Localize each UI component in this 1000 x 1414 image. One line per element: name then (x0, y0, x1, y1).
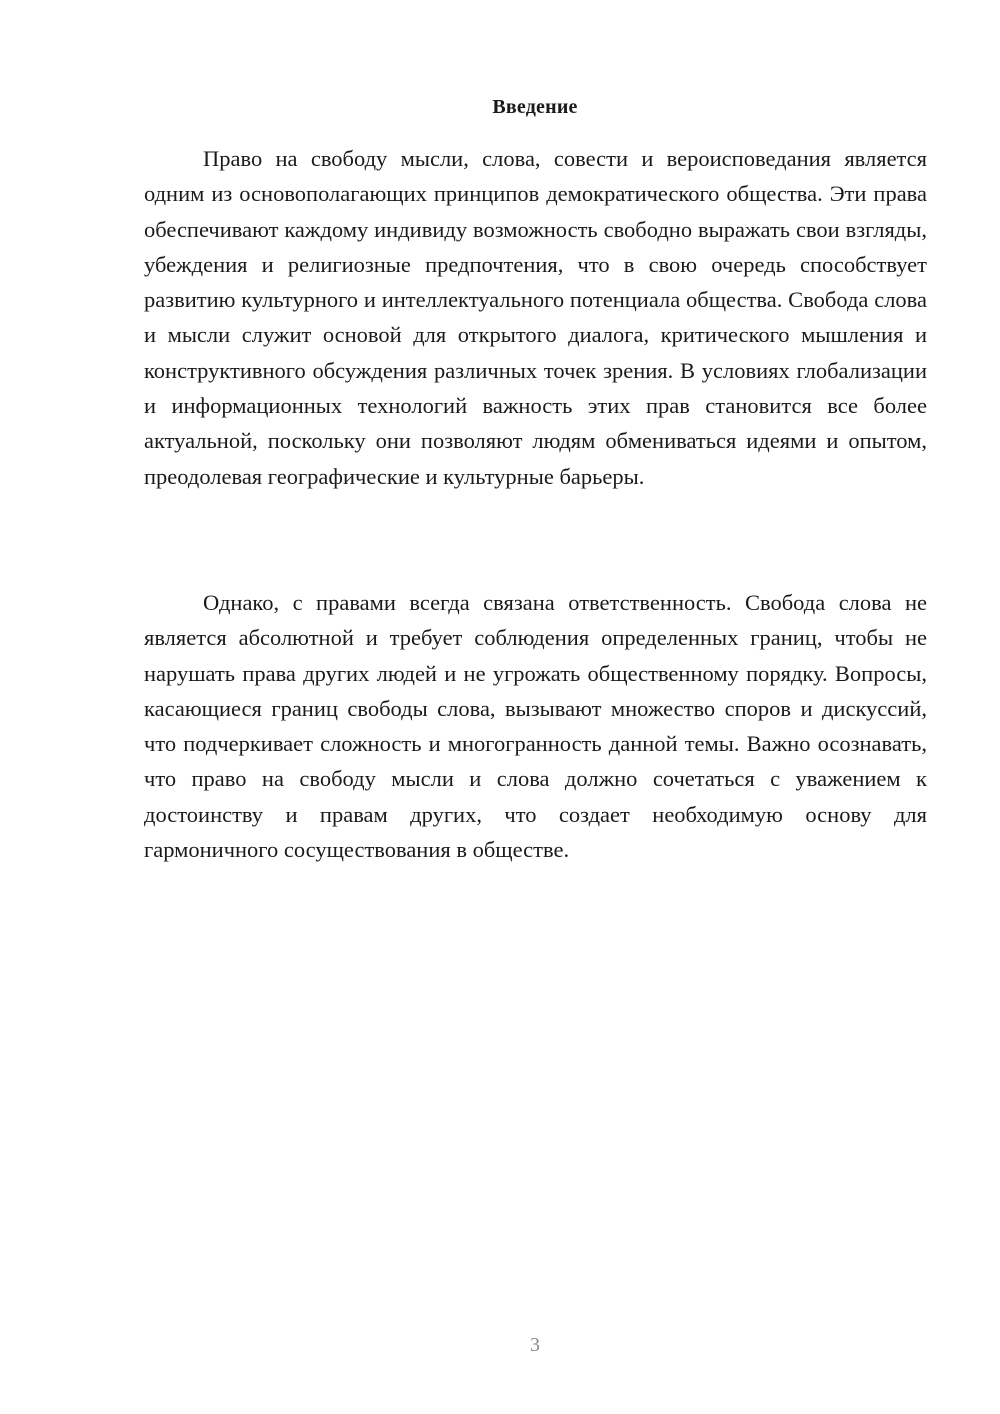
paragraph-1: Право на свободу мысли, слова, совести и вероисповедания является одним из основополагающих принципов демократического общества. Эти права обеспечивают каждому индивиду возможность свободно выражать свои взгляды, убеждения и религиозные предпочтения, что в свою очередь способствует развитию культурного и интеллектуального потенциала общества. Свобода слова и мысли служит основой для открытого диалога, критического мышления и конструктивного обсуждения различных точек зрения. В условиях глобализации и информационных технологий важность этих прав становится все более актуальной, поскольку они позволяют людям обмениваться идеями и опытом, преодолевая географические и культурные барьеры. (144, 146, 927, 489)
paragraph-2: Однако, с правами всегда связана ответственность. Свобода слова не является абсолютной и требует соблюдения определенных границ, чтобы не нарушать права других людей и не угрожать общественному порядку. Вопросы, касающиеся границ свободы слова, вызывают множество споров и дискуссий, что подчеркивает сложность и многогранность данной темы. Важно осознавать, что право на свободу мысли и слова должно сочетаться с уважением к достоинству и правам других, что создает необходимую основу для гармоничного сосуществования в обществе. (144, 590, 927, 863)
page-number: 3 (530, 1334, 540, 1356)
section-title: Введение (492, 96, 578, 118)
